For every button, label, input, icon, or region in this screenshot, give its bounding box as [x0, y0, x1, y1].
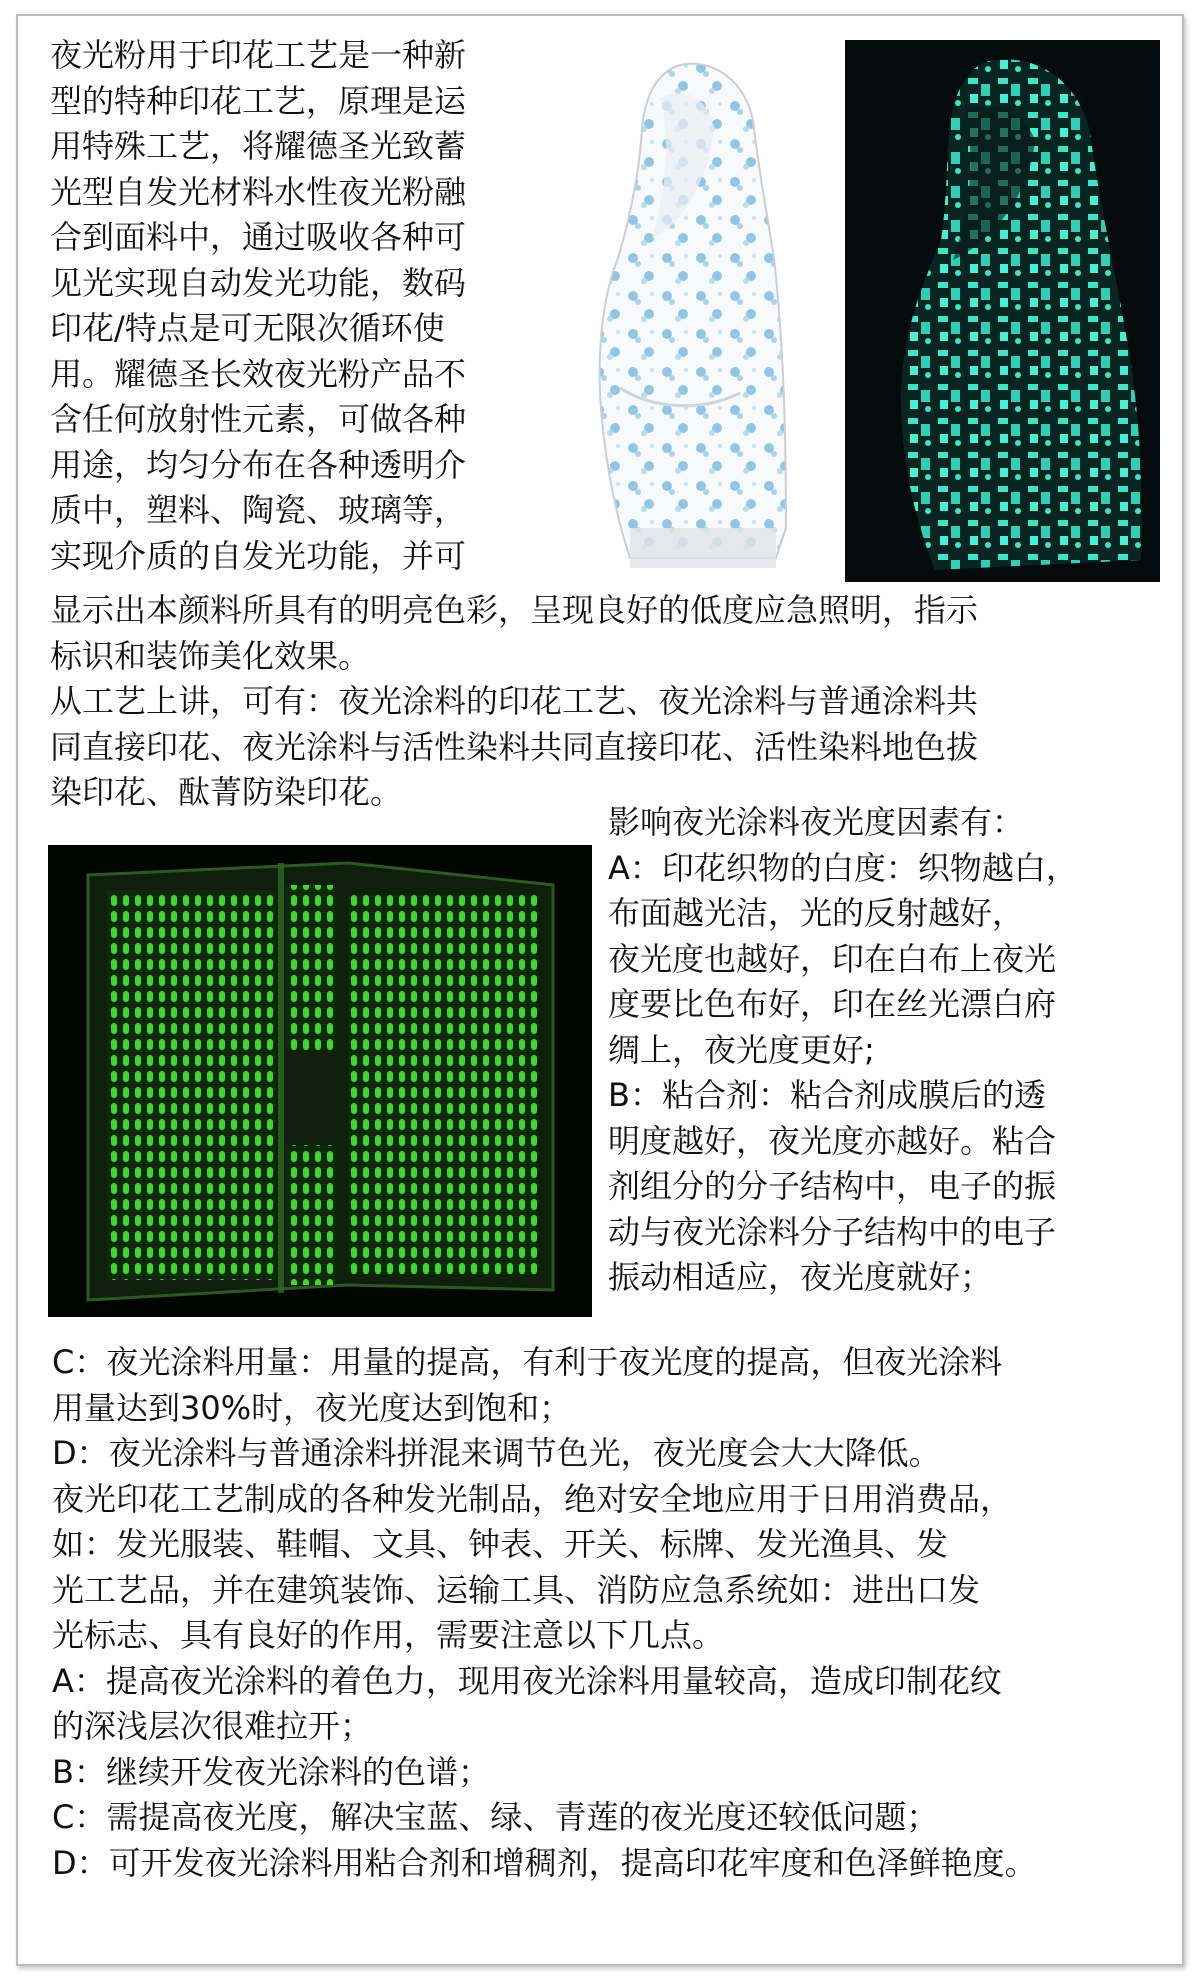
factors-paragraph: 影响夜光涂料夜光度因素有： A：印花织物的白度：织物越白， 布面越光洁，光的反射越好， 夜光度也越好，印在白布上夜光 度要比色布好，印在丝光漂白府 绸上，夜光度更好; B：粘合剂：粘合剂成膜后的透 明度越好，夜光度亦越好。粘合 剂组分的分子结构中，电子的振 动与夜光涂料分子结构中的电子 振动相适应，夜光度就好； [608, 803, 1078, 1296]
glow-fabric-photo [48, 845, 592, 1317]
process-paragraph: 显示出本颜料所具有的明亮色彩，呈现良好的低度应急照明，指示 标识和装饰美化效果。 从工艺上讲，可有：夜光涂料的印花工艺、夜光涂料与普通涂料共 同直接印花、夜光涂料与活性染料共同直接印花、活性染料地色拔 染印花、酞菁防染印花。 [50, 591, 979, 811]
notes-paragraph: C：夜光涂料用量：用量的提高，有利于夜光度的提高，但夜光涂料 用量达到30%时，夜光度达到饱和； D：夜光涂料与普通涂料拼混来调节色光，夜光度会大大降低。 夜光印花工艺制成的各种发光制品，绝对安全地应用于日用消费品， 如：发光服装、鞋帽、文具、钟表、开关、标牌、发光渔具、发 光工艺品，并在建筑装饰、运输工具、消防应急系统如：进出口发 光标志、具有良好的作用，需要注意以下几点。 A：提高夜光涂料的着色力，现用夜光涂料用量较高，造成印制花纹 的深浅层次很难拉开； B：继续开发夜光涂料的色谱； C：需提高夜光度，解决宝蓝、绿、青莲的夜光度还较低问题； D：可开发夜光涂料用粘合剂和增稠剂，提高印花牢度和色泽鲜艳度。 [52, 1343, 1037, 1882]
hoodie-glow-photo [845, 40, 1160, 582]
hoodie-daylight-photo [590, 58, 790, 578]
intro-paragraph: 夜光粉用于印花工艺是一种新 型的特种印花工艺，原理是运 用特殊工艺，将耀德圣光致蓄 光型自发光材料水性夜光粉融 合到面料中，通过吸收各种可 见光实现自动发光功能，数码 印花/特点是可无限次循环使 用。耀德圣长效夜光粉产品不 含任何放射性元素，可做各种 用途，均匀分布在各种透明介 质中，塑料、陶瓷、玻璃等， 实现介质的自发光功能，并可 [50, 36, 467, 575]
